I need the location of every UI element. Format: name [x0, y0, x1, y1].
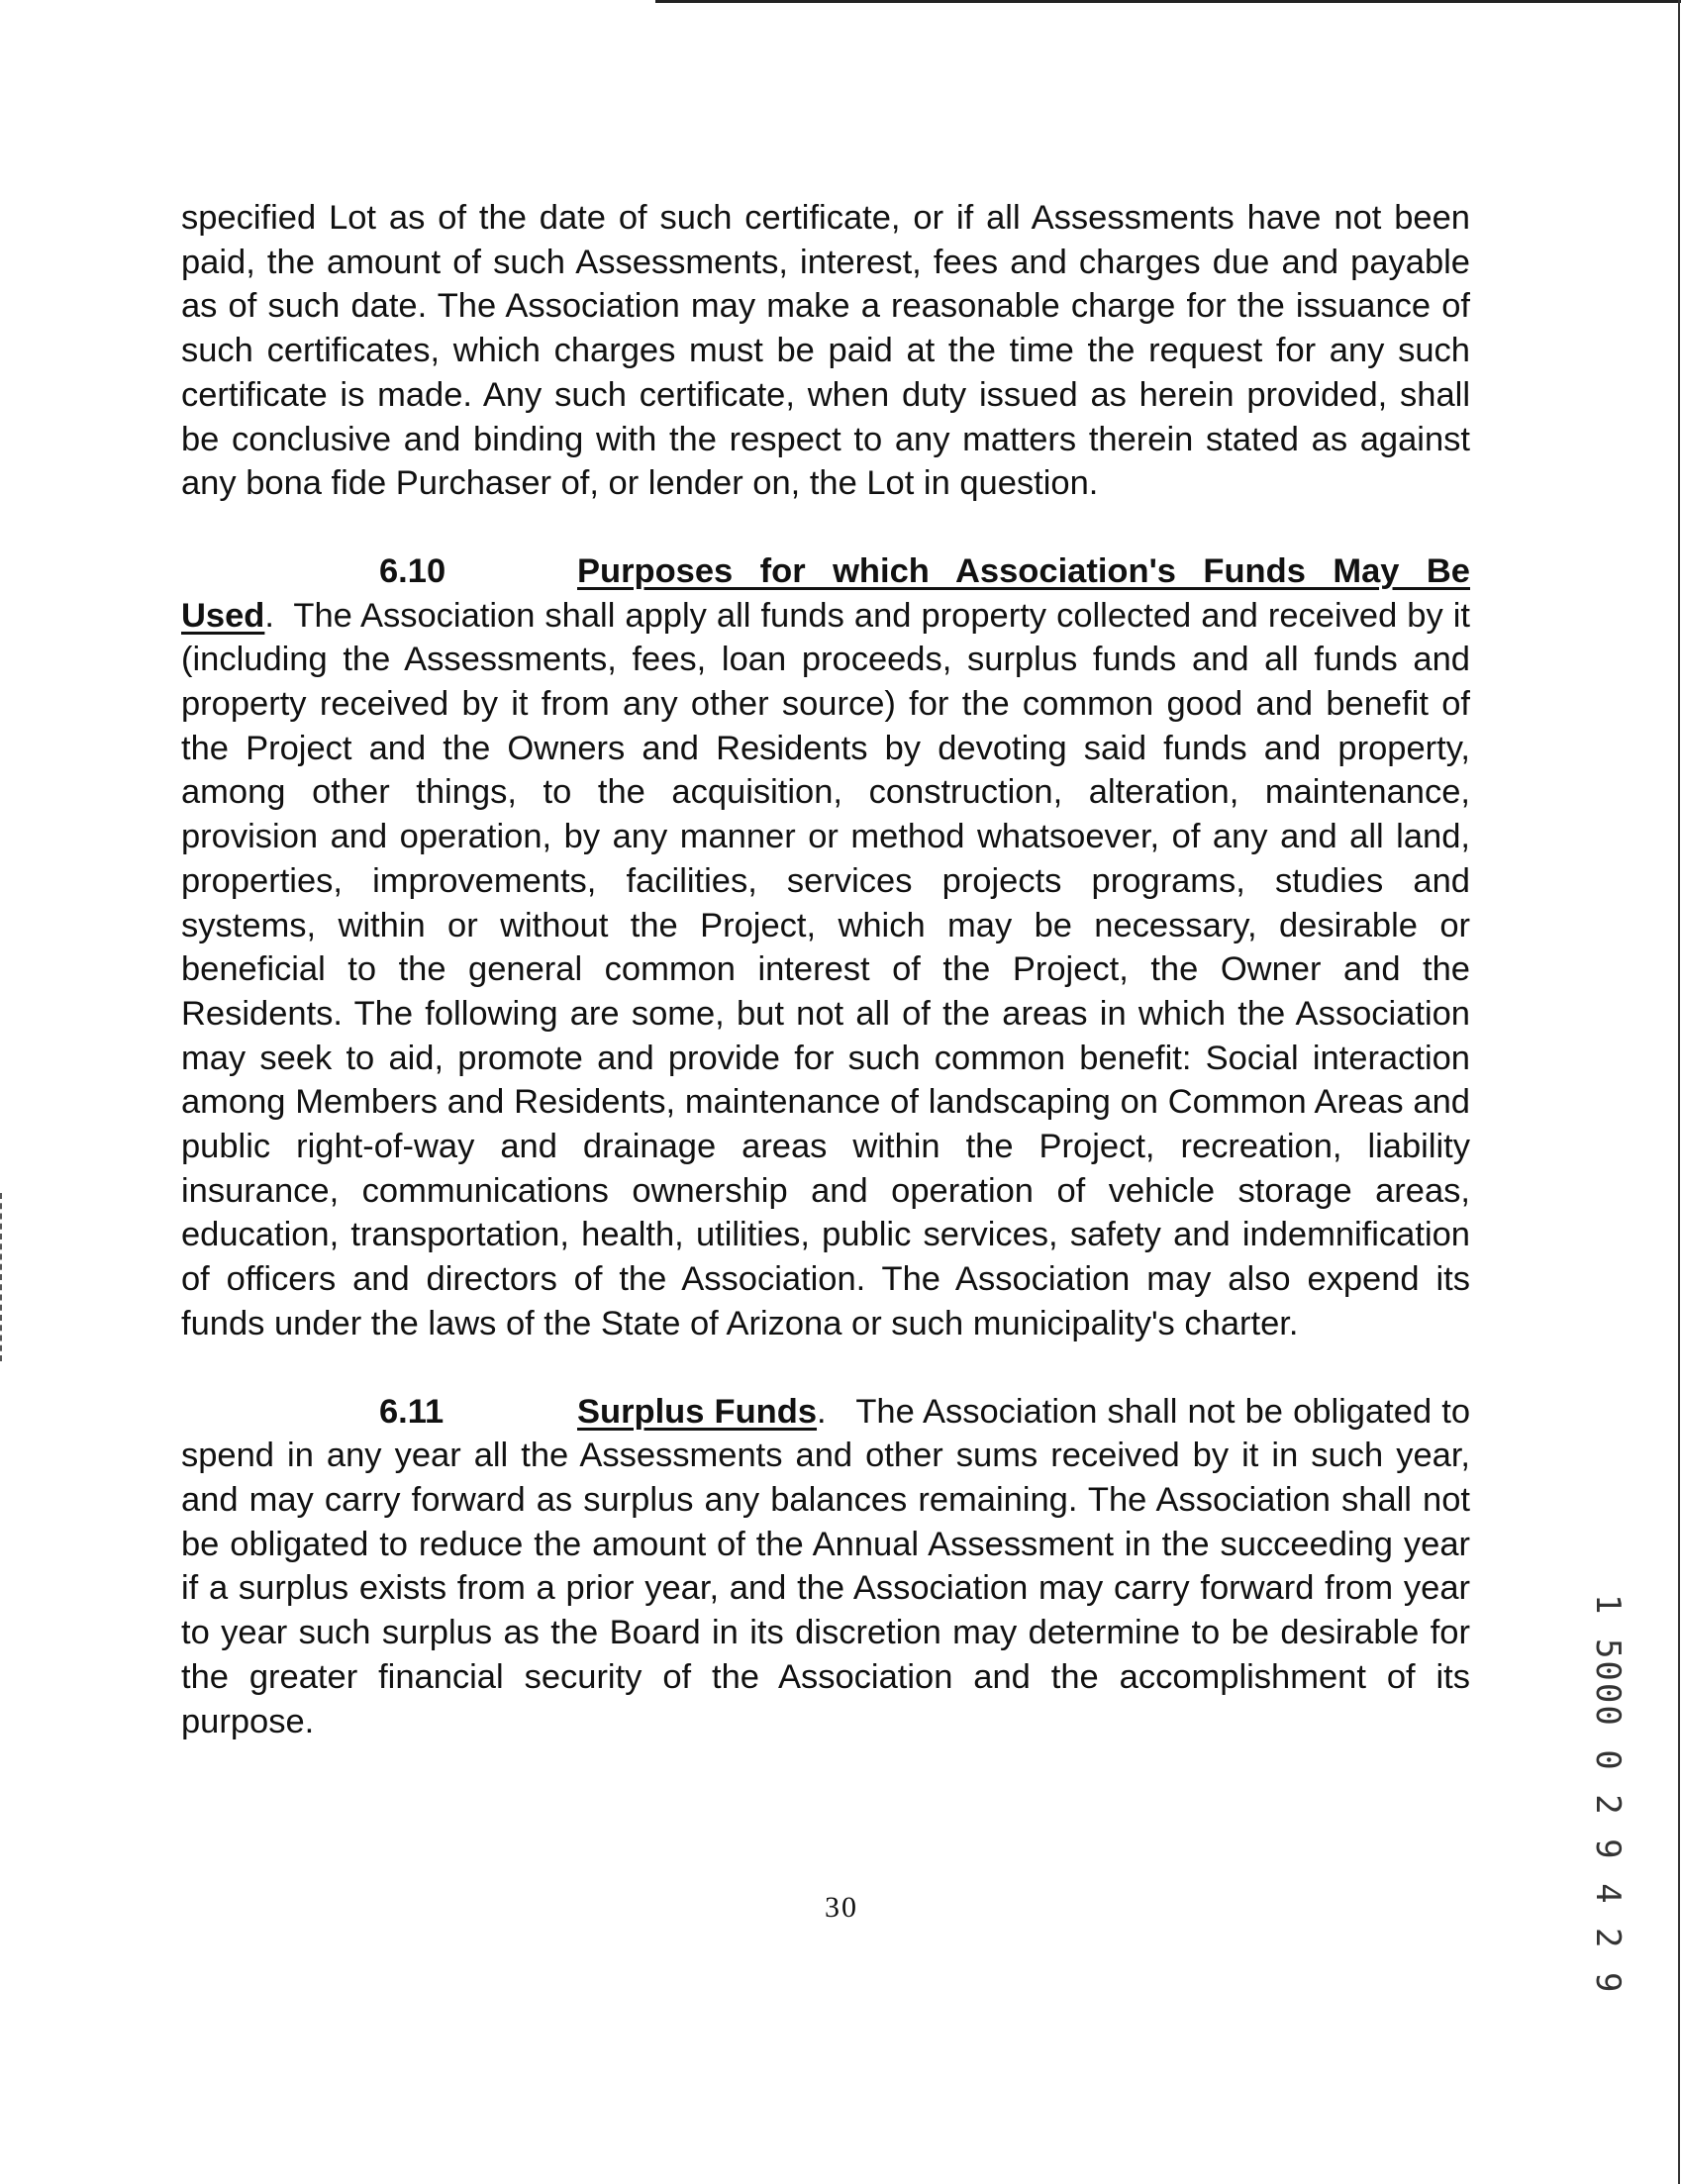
intro-paragraph: [181, 196, 1470, 506]
intro-paragraph-text: specified Lot as of the date of such certificate, or if all Assessments have not been paid, the amount of such Assessments, interest, fees and charges due and payable as of such date. The Association may make a reasonable charge for the issuance of such certificates, which charges must be paid at the time the request for any such certificate is made. Any such certificate, when duty issued as herein provided, shall be conclusive and binding with the respect to any matters therein stated as against any bona fide Purchaser of, or lender on, the Lot in question.: [181, 199, 1470, 503]
section-body: The Association shall apply all funds and property collected and received by it (including the Assessments, fees, loan proceeds, surplus funds and all funds and property received by it from any other source) for the common good and benefit of the Project and the Owners and Residents by devoting said funds and property, among other things, to the acquisition, construction, alteration, maintenance, provision and operation, by any manner or method whatsoever, of any and all land, properties, improvements, facilities, services projects programs, studies and systems, within or without the Project, which may be necessary, desirable or beneficial to the general common interest of the Project, the Owner and the Residents. The following are some, but not all of the areas in which the Association may seek to aid, promote and provide for such common benefit: Social interaction among Members and Residents, maintenance of landscaping on Common Areas and public right-of-way and drainage areas within the Project, recreation, liability insurance, communications ownership and operation of vehicle storage areas, education, transportation, health, utilities, public services, safety and indemnification of officers and directors of the Association. The Association may also expend its funds under the laws of the State of Arizona or such municipality's charter.: [181, 596, 1470, 1342]
document-body: [181, 196, 1470, 1743]
recording-stamp: 1 5000 0 2 9 4 2 9: [1588, 1594, 1628, 1995]
section-6-10: 6.10 Purposes for which Association's Funds May Be Used. The Association shall apply all funds and property collected and received by it (including the Assessments, fees, loan proceeds, surplus funds and all funds and property received by it from any other source) for the common good and benefit of the Project and the Owners and Residents by devoting said funds and property, among other things, to the acquisition, construction, alteration, maintenance, provision and operation, by any manner or method whatsoever, of any and all land, properties, improvements, facilities, services projects programs, studies and systems, within or without the Project, which may be necessary, desirable or beneficial to the general common interest of the Project, the Owner and the Residents. The following are some, but not all of the areas in which the Association may seek to aid, promote and provide for such common benefit: Social interaction among Members and Residents, maintenance of landscaping on Common Areas and public right-of-way and drainage areas within the Project, recreation, liability insurance, communications ownership and operation of vehicle storage areas, education, transportation, health, utilities, public services, safety and indemnification of officers and directors of the Association. The Association may also expend its funds under the laws of the State of Arizona or such municipality's charter.: [181, 549, 1470, 1346]
scan-left-marks: [0, 1193, 6, 1361]
section-number: 6.10: [379, 551, 446, 590]
section-title: Surplus Funds: [577, 1392, 818, 1431]
top-rule: [655, 0, 1681, 3]
scan-edge-line: [1678, 0, 1680, 2184]
section-title: Purposes for which Association's Funds May Be Used: [181, 551, 1470, 635]
section-body: The Association shall not be obligated to spend in any year all the Assessments and other sums received by it in such year, and may carry forward as surplus any balances remaining. The Association shall not be obligated to reduce the amount of the Annual Assessment in the succeeding year if a surplus exists from a prior year, and the Association may carry forward from year to year such surplus as the Board in its discretion may determine to be desirable for the greater financial security of the Association and the accomplishment of its purpose.: [181, 1392, 1471, 1740]
page-number: 30: [825, 1891, 858, 1924]
section-6-11: 6.11 Surplus Funds. The Association shall not be obligated to spend in any year all the Assessments and other sums received by it in such year, and may carry forward as surplus any balances remaining. The Association shall not be obligated to reduce the amount of the Annual Assessment in the succeeding year if a surplus exists from a prior year, and the Association may carry forward from year to year such surplus as the Board in its discretion may determine to be desirable for the greater financial security of the Association and the accomplishment of its purpose.: [181, 1390, 1470, 1744]
section-number: 6.11: [379, 1392, 445, 1431]
